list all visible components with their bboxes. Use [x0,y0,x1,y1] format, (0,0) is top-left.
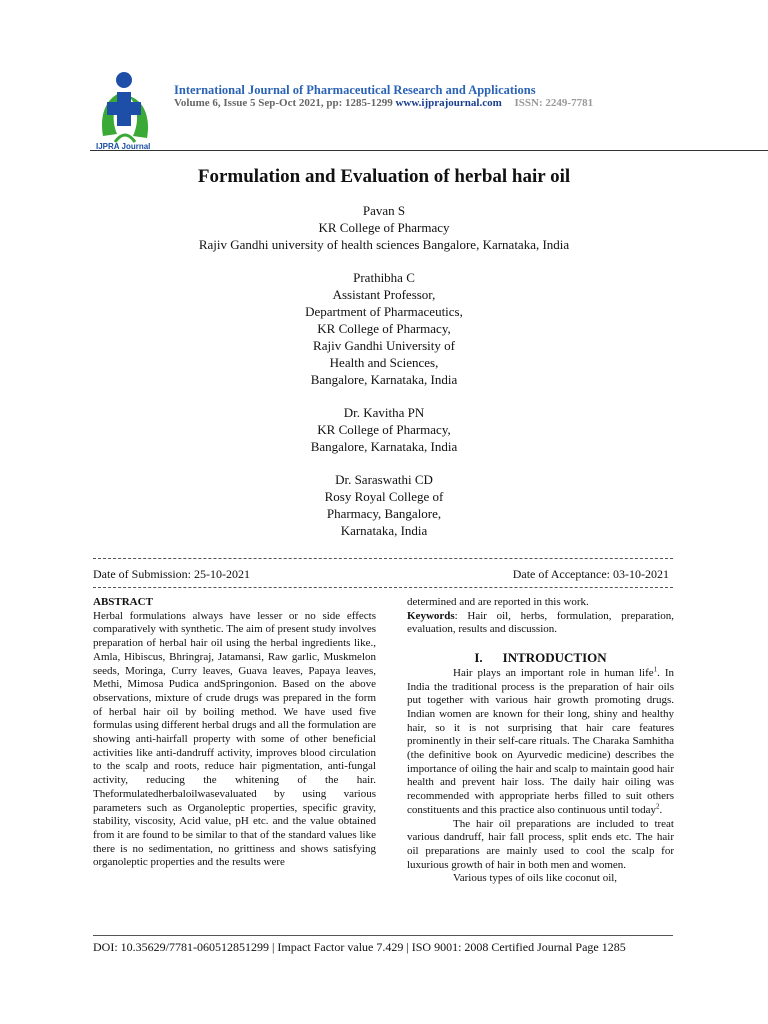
author-block [0,404,768,455]
author-name: Pavan S [362,203,406,218]
journal-logo-icon [93,66,157,154]
author-block [0,471,768,539]
author-name: Dr. Kavitha PN [343,405,425,420]
volume-issue: Volume 6, Issue 5 Sep-Oct 2021, pp: 1285-1299 [174,97,393,109]
author-affiliation-line: Karnataka, India [340,523,428,538]
section-number: I. [474,650,483,666]
dashed-divider [93,558,673,559]
keywords-text: : Hair oil, herbs, formulation, preparation, evaluation, results and discussion. [407,609,674,636]
author-affiliation-line: Health and Sciences, [329,355,439,370]
journal-name: International Journal of Pharmaceutical Research and Applications [174,83,536,97]
author-affiliation-line: Pharmacy, Bangalore, [326,506,442,521]
author-affiliation-line: Rosy Royal College of [324,489,444,504]
author-affiliation-line: KR College of Pharmacy, [317,321,451,336]
author-block [0,269,768,388]
abstract-column [93,596,376,870]
author-affiliation-line: Assistant Professor, [332,287,436,302]
right-column [407,596,674,886]
author-list [0,202,768,555]
author-affiliation-line: Bangalore, Karnataka, India [310,439,458,454]
citation-marker: 2 [655,802,660,811]
footer-divider [93,935,673,936]
submission-date: Date of Submission: 25-10-2021 [93,567,250,581]
author-affiliation-line: Bangalore, Karnataka, India [310,372,458,387]
abstract-heading: ABSTRACT [93,596,153,608]
section-title: INTRODUCTION [502,650,607,666]
citation-marker: 1 [653,665,658,674]
intro-paragraph: The hair oil preparations are included to treat various dandruff, hair fall process, split ends etc. The hair oil preparations are mainly used to cool the scalp for luxurious growth of hair in both men and women. [407,817,674,871]
author-block [0,202,768,253]
paper-title: Formulation and Evaluation of herbal hair oil [197,166,571,187]
intro-paragraph: Hair plays an important role in human life$^1$. In India the traditional process is the preparation of hair oils put together with various hair growth promoting drugs. Indian women are known for their long, shiny and healthy hair, so it is not surprising that hair care features prominently in their self-care rituals. The Charaka Samhitha (the definitive book on Ayurvedic medicine) describes the importance of oiling the hair and scalp to maintain good hair health and prevent hair loss. The daily hair oiling was recommended with appropriate herbs filled to suit others constituents and this practice also continuous until today$^2$. [407,665,674,816]
author-affiliation-line: Rajiv Gandhi university of health sciences Bangalore, Karnataka, India [198,237,570,252]
journal-website-link[interactable]: www.ijprajournal.com [395,97,502,109]
author-name: Prathibha C [353,270,415,285]
keywords-label: Keywords [407,609,455,622]
author-affiliation-line: KR College of Pharmacy [318,220,450,235]
journal-info [174,97,593,109]
page-footer: DOI: 10.35629/7781-060512851299 | Impact Factor value 7.429 | ISO 9001: 2008 Certified Journal Page 1285 [93,940,626,954]
abstract-continuation: determined and are reported in this work. [407,596,589,608]
logo-caption: IJPRA Journal [96,142,151,151]
issn: ISSN: 2249-7781 [514,97,594,109]
dashed-divider [93,587,673,588]
acceptance-date: Date of Acceptance: 03-10-2021 [512,567,669,581]
header-divider [90,150,768,151]
keywords [407,610,674,637]
author-name: Dr. Saraswathi CD [335,472,433,487]
intro-paragraph: Various types of oils like coconut oil, [453,872,618,885]
author-affiliation-line: Department of Pharmaceutics, [305,304,463,319]
author-affiliation-line: Rajiv Gandhi University of [313,338,455,353]
abstract-body: Herbal formulations always have lesser or no side effects comparatively with synthetic. The aim of present study involves preparation of herbal hair oil using the herbal ingredients like., Amla, Hibiscus, Bhringraj, Jatamansi, Raw garlic, Muskmelon seeds, Moringa, Curry leaves, Guava leaves, Papaya leaves, Methi, Mimosa Pudica andSpringonion. Based on the above observations, mixture of crude drugs was prepared in the form of herbal hair oil by boiling method. We have used five formulas using different herbal drugs and all the formulation are showing anti-hairfall property with some of other beneficial activities like anti-dandruff activity, improves blood circulation to the scalp and roots, reduce hair pigmentation, anti-fungal activity, reducing the whitening of the hair. Theformulatedherbaloilwasevaluated by using various parameters such as Organoleptic properties, specific gravity, stability, viscosity, Acid value, pH etc. and the value obtained from it are found to be similar to that of the standard values like there is no sedimentation, no grittiness and shows satisfying organoleptic properties and the results were [93,609,376,869]
introduction-heading [407,651,674,665]
author-affiliation-line: KR College of Pharmacy, [317,422,451,437]
